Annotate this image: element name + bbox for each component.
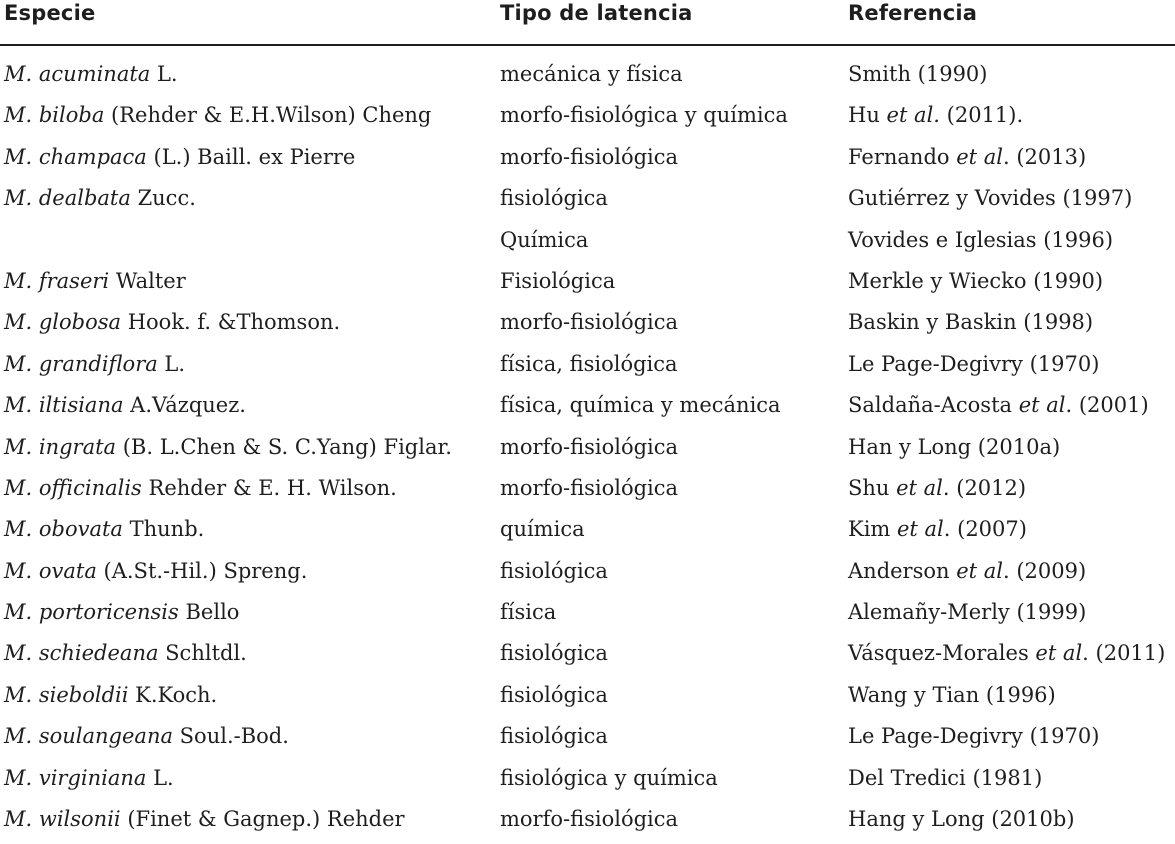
- table-row: [0, 592, 1175, 633]
- table-row: [0, 675, 1175, 716]
- cell-latency-type: morfo-fisiológica: [500, 144, 679, 169]
- reference-year: . (2001): [1065, 393, 1149, 418]
- reference-author: Kim: [848, 517, 897, 542]
- table-row: [0, 385, 1175, 426]
- reference-author: Smith (1990): [848, 62, 988, 86]
- cell-latency-type: morfo-fisiológica: [500, 434, 679, 459]
- cell-latency-type: mecánica y física: [500, 62, 683, 86]
- cell-species: [4, 143, 355, 171]
- reference-author: Vovides e Iglesias (1996): [848, 227, 1114, 252]
- table-row: [0, 137, 1175, 178]
- cell-reference: [848, 639, 1165, 667]
- species-name: M. virginiana: [4, 765, 147, 790]
- species-name: M. acuminata: [4, 62, 151, 86]
- cell-latency-type: morfo-fisiológica: [500, 807, 679, 832]
- table-row: [0, 551, 1175, 592]
- reference-author: Del Tredici (1981): [848, 765, 1043, 790]
- species-authority: Zucc.: [130, 186, 196, 211]
- reference-author: Hu: [848, 103, 887, 128]
- cell-species: [4, 722, 289, 750]
- species-authority: L.: [157, 351, 186, 376]
- reference-author: Han y Long (2010a): [848, 434, 1061, 459]
- header-referencia: Referencia: [848, 1, 978, 25]
- cell-latency-type: morfo-fisiológica: [500, 475, 679, 500]
- species-authority: Rehder & E. H. Wilson.: [141, 475, 397, 500]
- species-name: M. sieboldii: [4, 682, 129, 707]
- cell-latency-type: física, química y mecánica: [500, 393, 781, 418]
- reference-author: Le Page-Degivry (1970): [848, 724, 1100, 749]
- cell-reference: [848, 515, 1027, 543]
- cell-reference: [848, 308, 1093, 336]
- species-name: M. ovata: [4, 558, 97, 583]
- cell-reference: [848, 184, 1132, 212]
- table-row: [0, 178, 1175, 219]
- cell-species: [4, 474, 397, 502]
- species-name: M. officinalis: [4, 475, 142, 500]
- species-authority: Hook. f. &Thomson.: [121, 310, 341, 335]
- cell-reference: [848, 598, 1086, 626]
- table-row: [0, 799, 1175, 840]
- species-authority: L.: [146, 765, 174, 790]
- cell-species: [4, 184, 196, 212]
- reference-author: Le Page-Degivry (1970): [848, 351, 1100, 376]
- species-authority: (L.) Baill. ex Pierre: [146, 144, 356, 169]
- reference-year: . (2009): [1003, 558, 1087, 583]
- cell-species: [4, 681, 217, 709]
- cell-latency-type: morfo-fisiológica: [500, 310, 679, 335]
- reference-year: . (2007): [943, 517, 1027, 542]
- cell-reference: [848, 805, 1075, 833]
- cell-reference: [848, 143, 1086, 171]
- table-row: [0, 95, 1175, 136]
- cell-species: [4, 60, 178, 88]
- cell-species: [4, 557, 307, 585]
- reference-etal: et al: [1018, 393, 1066, 418]
- reference-author: Shu: [848, 475, 897, 500]
- reference-year: . (2013): [1003, 144, 1087, 169]
- table-body: [0, 54, 1175, 840]
- table-row: [0, 54, 1175, 95]
- cell-species: [4, 764, 174, 792]
- header-especie: Especie: [4, 1, 96, 25]
- reference-etal: et al: [897, 517, 944, 542]
- species-authority: Thunb.: [122, 517, 205, 542]
- cell-reference: [848, 557, 1086, 585]
- cell-latency-type: morfo-fisiológica y química: [500, 103, 788, 128]
- table-row: [0, 509, 1175, 550]
- cell-latency-type: fisiológica y química: [500, 765, 718, 790]
- species-authority: L.: [150, 62, 178, 86]
- species-name: M. schiedeana: [4, 641, 159, 666]
- cell-latency-type: física: [500, 600, 557, 625]
- cell-latency-type: física, fisiológica: [500, 351, 678, 376]
- species-name: M. dealbata: [4, 186, 131, 211]
- cell-reference: [848, 764, 1042, 792]
- species-name: M. biloba: [4, 103, 105, 128]
- reference-author: Vásquez-Morales: [848, 641, 1036, 666]
- species-authority: (Finet & Gagnep.) Rehder: [120, 807, 405, 832]
- cell-latency-type: Fisiológica: [500, 268, 616, 293]
- reference-etal: et al: [956, 144, 1004, 169]
- cell-reference: [848, 60, 987, 88]
- species-name: M. fraseri: [4, 268, 110, 293]
- table-row: [0, 302, 1175, 343]
- cell-species: [4, 308, 340, 336]
- reference-etal: et al: [956, 558, 1004, 583]
- reference-author: Saldaña-Acosta: [848, 393, 1019, 418]
- species-authority: Soul.-Bod.: [173, 724, 289, 749]
- cell-species: [4, 639, 247, 667]
- species-authority: (Rehder & E.H.Wilson) Cheng: [104, 103, 432, 128]
- cell-reference: [848, 681, 1056, 709]
- cell-reference: [848, 391, 1149, 419]
- cell-reference: [848, 722, 1099, 750]
- cell-reference: [848, 267, 1103, 295]
- species-name: M. wilsonii: [4, 807, 121, 832]
- cell-species: [4, 350, 185, 378]
- reference-author: Hang y Long (2010b): [848, 807, 1075, 832]
- species-name: M. grandiflora: [4, 351, 158, 376]
- reference-year: . (2011): [1082, 641, 1166, 666]
- cell-species: [4, 101, 431, 129]
- reference-author: Alemañy-Merly (1999): [848, 600, 1087, 625]
- cell-species: [4, 391, 246, 419]
- species-authority: Walter: [109, 268, 186, 293]
- table-row: [0, 220, 1175, 261]
- cell-species: [4, 433, 452, 461]
- cell-latency-type: fisiológica: [500, 641, 608, 666]
- table-row: [0, 633, 1175, 674]
- species-name: M. soulangeana: [4, 724, 173, 749]
- species-name: M. obovata: [4, 517, 123, 542]
- cell-latency-type: fisiológica: [500, 682, 608, 707]
- species-authority: K.Koch.: [128, 682, 218, 707]
- reference-year: (2011).: [939, 103, 1024, 128]
- cell-species: [4, 267, 186, 295]
- table-header: [0, 0, 1175, 46]
- reference-etal: et al.: [886, 103, 940, 128]
- cell-species: [4, 515, 204, 543]
- species-authority: Schltdl.: [158, 641, 247, 666]
- reference-author: Wang y Tian (1996): [848, 682, 1056, 707]
- table-row: [0, 344, 1175, 385]
- cell-reference: [848, 433, 1060, 461]
- reference-etal: et al: [896, 475, 943, 500]
- cell-species: [4, 598, 239, 626]
- cell-species: [4, 805, 405, 833]
- cell-reference: [848, 350, 1099, 378]
- table-row: [0, 427, 1175, 468]
- species-authority: (A.St.-Hil.) Spreng.: [96, 558, 308, 583]
- species-name: M. portoricensis: [4, 600, 179, 625]
- cell-reference: [848, 226, 1113, 254]
- cell-latency-type: fisiológica: [500, 724, 608, 749]
- reference-author: Anderson: [848, 558, 957, 583]
- cell-latency-type: Química: [500, 227, 589, 252]
- reference-author: Merkle y Wiecko (1990): [848, 268, 1104, 293]
- cell-latency-type: fisiológica: [500, 186, 608, 211]
- species-name: M. ingrata: [4, 434, 117, 459]
- species-name: M. iltisiana: [4, 393, 124, 418]
- table-row: [0, 468, 1175, 509]
- reference-etal: et al: [1035, 641, 1083, 666]
- reference-author: Fernando: [848, 144, 957, 169]
- reference-author: Baskin y Baskin (1998): [848, 310, 1094, 335]
- table-row: [0, 716, 1175, 757]
- species-name: M. champaca: [4, 144, 147, 169]
- cell-latency-type: fisiológica: [500, 558, 608, 583]
- table-row: [0, 758, 1175, 799]
- species-authority: A.Vázquez.: [123, 393, 246, 418]
- header-tipo-latencia: Tipo de latencia: [500, 1, 693, 25]
- table-row: [0, 261, 1175, 302]
- reference-year: . (2012): [942, 475, 1027, 500]
- reference-author: Gutiérrez y Vovides (1997): [848, 186, 1133, 211]
- cell-latency-type: química: [500, 517, 585, 542]
- species-authority: (B. L.Chen & S. C.Yang) Figlar.: [116, 434, 452, 459]
- cell-reference: [848, 101, 1023, 129]
- cell-reference: [848, 474, 1026, 502]
- species-authority: Bello: [178, 600, 240, 625]
- species-name: M. globosa: [4, 310, 122, 335]
